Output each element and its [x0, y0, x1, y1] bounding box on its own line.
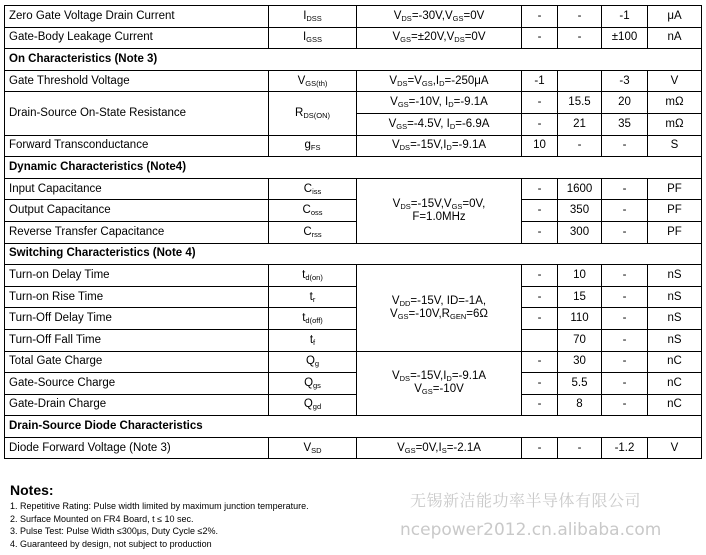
- param-name: Gate-Body Leakage Current: [5, 27, 269, 49]
- param-name: Zero Gate Voltage Drain Current: [5, 6, 269, 28]
- section-title: Switching Characteristics (Note 4): [5, 243, 702, 265]
- unit: nA: [648, 27, 702, 49]
- test-condition: $V_{DS}=-15V,I_D=-9.1A$ $V_{GS}=-10V$: [357, 351, 522, 416]
- max-value: -: [602, 308, 648, 330]
- table-row: [5, 200, 702, 222]
- max-value: -: [602, 265, 648, 287]
- max-value: 35: [602, 113, 648, 135]
- section-header-row: [5, 416, 702, 438]
- test-condition: $V_{DS}=V_{GS},I_D=-250\mu A$: [357, 70, 522, 92]
- typ-value: -: [558, 437, 602, 459]
- typ-value: 1600: [558, 178, 602, 200]
- symbol: $t_r$: [269, 286, 357, 308]
- typ-value: 15.5: [558, 92, 602, 114]
- test-condition: $V_{DD}=-15V$, ID=-1A, $V_{GS}=-10V,R_{GEN}=6\Omega$: [357, 265, 522, 351]
- table-row: [5, 265, 702, 287]
- symbol: $I_{DSS}$: [269, 6, 357, 28]
- min-value: -: [522, 27, 558, 49]
- typ-value: [558, 70, 602, 92]
- param-name: Diode Forward Voltage (Note 3): [5, 437, 269, 459]
- param-name: Turn-on Delay Time: [5, 265, 269, 287]
- section-title: Drain-Source Diode Characteristics: [5, 416, 702, 438]
- min-value: -: [522, 221, 558, 243]
- symbol: $C_{oss}$: [269, 200, 357, 222]
- typ-value: 300: [558, 221, 602, 243]
- table-row: [5, 351, 702, 373]
- table-row: [5, 437, 702, 459]
- table-row: [5, 178, 702, 200]
- note-item: 4. Guaranteed by design, not subject to production: [10, 538, 212, 549]
- param-name: Gate-Source Charge: [5, 373, 269, 395]
- unit: nS: [648, 308, 702, 330]
- unit: PF: [648, 178, 702, 200]
- max-value: -: [602, 329, 648, 351]
- typ-value: 70: [558, 329, 602, 351]
- test-condition: $V_{GS}=\pm 20V,V_{DS}=0V$: [357, 27, 522, 49]
- max-value: -1.2: [602, 437, 648, 459]
- test-condition: $V_{GS}=0V,I_S=-2.1A$: [357, 437, 522, 459]
- param-name: Total Gate Charge: [5, 351, 269, 373]
- test-condition: $V_{GS}=-10V$, $I_D=-9.1A$: [357, 92, 522, 114]
- symbol: $V_{SD}$: [269, 437, 357, 459]
- max-value: -: [602, 200, 648, 222]
- unit: V: [648, 70, 702, 92]
- typ-value: 30: [558, 351, 602, 373]
- param-name: Gate-Drain Charge: [5, 394, 269, 416]
- symbol: $C_{iss}$: [269, 178, 357, 200]
- typ-value: 15: [558, 286, 602, 308]
- section-header-row: [5, 157, 702, 179]
- max-value: -1: [602, 6, 648, 28]
- param-name: Reverse Transfer Capacitance: [5, 221, 269, 243]
- section-title: On Characteristics (Note 3): [5, 49, 702, 71]
- min-value: -: [522, 351, 558, 373]
- param-name: Forward Transconductance: [5, 135, 269, 157]
- table-row: [5, 135, 702, 157]
- unit: nS: [648, 329, 702, 351]
- max-value: -: [602, 351, 648, 373]
- watermark-company: 无锡新洁能功率半导体有限公司: [410, 491, 642, 510]
- typ-value: 110: [558, 308, 602, 330]
- symbol: $t_f$: [269, 329, 357, 351]
- unit: mΩ: [648, 113, 702, 135]
- symbol: $Q_{gs}$: [269, 373, 357, 395]
- param-name: Drain-Source On-State Resistance: [5, 92, 269, 135]
- min-value: -: [522, 394, 558, 416]
- unit: S: [648, 135, 702, 157]
- min-value: -: [522, 92, 558, 114]
- typ-value: 10: [558, 265, 602, 287]
- unit: mΩ: [648, 92, 702, 114]
- symbol: $t_{d(on)}$: [269, 265, 357, 287]
- min-value: -: [522, 373, 558, 395]
- unit: nS: [648, 265, 702, 287]
- table-row: [5, 27, 702, 49]
- min-value: -: [522, 113, 558, 135]
- notes-section: [10, 482, 309, 550]
- max-value: -3: [602, 70, 648, 92]
- test-condition: $V_{DS}=-30V,V_{GS}=0V$: [357, 6, 522, 28]
- electrical-characteristics-table: [4, 5, 702, 459]
- param-name: Input Capacitance: [5, 178, 269, 200]
- min-value: [522, 329, 558, 351]
- table-row: [5, 329, 702, 351]
- table-row: [5, 286, 702, 308]
- typ-value: 21: [558, 113, 602, 135]
- param-name: Turn-Off Delay Time: [5, 308, 269, 330]
- param-name: Turn-on Rise Time: [5, 286, 269, 308]
- section-header-row: [5, 49, 702, 71]
- table-row: [5, 221, 702, 243]
- symbol: $R_{DS(ON)}$: [269, 92, 357, 135]
- unit: nS: [648, 286, 702, 308]
- symbol: $g_{FS}$: [269, 135, 357, 157]
- typ-value: 350: [558, 200, 602, 222]
- section-title: Dynamic Characteristics (Note4): [5, 157, 702, 179]
- table-row: [5, 70, 702, 92]
- unit: nC: [648, 373, 702, 395]
- table-row: [5, 308, 702, 330]
- max-value: -: [602, 135, 648, 157]
- typ-value: 5.5: [558, 373, 602, 395]
- param-name: Gate Threshold Voltage: [5, 70, 269, 92]
- table-row: [5, 6, 702, 28]
- typ-value: -: [558, 135, 602, 157]
- min-value: -: [522, 178, 558, 200]
- min-value: -: [522, 265, 558, 287]
- min-value: -: [522, 308, 558, 330]
- symbol: $t_{d(off)}$: [269, 308, 357, 330]
- note-item: 3. Pulse Test: Pulse Width ≤300μs, Duty Cycle ≤2%.: [10, 526, 218, 536]
- watermark-url: ncepower2012.cn.alibaba.com: [400, 520, 662, 540]
- max-value: -: [602, 221, 648, 243]
- section-header-row: [5, 243, 702, 265]
- unit: nC: [648, 394, 702, 416]
- unit: PF: [648, 221, 702, 243]
- min-value: -: [522, 286, 558, 308]
- min-value: -1: [522, 70, 558, 92]
- symbol: $V_{GS(th)}$: [269, 70, 357, 92]
- max-value: -: [602, 178, 648, 200]
- min-value: -: [522, 437, 558, 459]
- max-value: -: [602, 373, 648, 395]
- table-row: [5, 92, 702, 114]
- notes-title: Notes:: [10, 482, 54, 498]
- test-condition: $V_{DS}=-15V,I_D=-9.1A$: [357, 135, 522, 157]
- test-condition: $V_{DS}=-15V,V_{GS}=0V$, F=1.0MHz: [357, 178, 522, 243]
- unit: PF: [648, 200, 702, 222]
- symbol: $I_{GSS}$: [269, 27, 357, 49]
- max-value: -: [602, 394, 648, 416]
- max-value: 20: [602, 92, 648, 114]
- unit: μA: [648, 6, 702, 28]
- typ-value: 8: [558, 394, 602, 416]
- typ-value: -: [558, 27, 602, 49]
- min-value: -: [522, 200, 558, 222]
- unit: V: [648, 437, 702, 459]
- unit: nC: [648, 351, 702, 373]
- max-value: ±100: [602, 27, 648, 49]
- table-row: [5, 373, 702, 395]
- symbol: $Q_{gd}$: [269, 394, 357, 416]
- max-value: -: [602, 286, 648, 308]
- symbol: $Q_g$: [269, 351, 357, 373]
- note-item: 1. Repetitive Rating: Pulse width limited by maximum junction temperature.: [10, 501, 309, 511]
- param-name: Turn-Off Fall Time: [5, 329, 269, 351]
- note-item: 2. Surface Mounted on FR4 Board, t ≤ 10 sec.: [10, 513, 194, 524]
- typ-value: -: [558, 6, 602, 28]
- min-value: -: [522, 6, 558, 28]
- symbol: $C_{rss}$: [269, 221, 357, 243]
- test-condition: $V_{GS}=-4.5V$, $I_D=-6.9A$: [357, 113, 522, 135]
- param-name: Output Capacitance: [5, 200, 269, 222]
- table-row: [5, 394, 702, 416]
- min-value: 10: [522, 135, 558, 157]
